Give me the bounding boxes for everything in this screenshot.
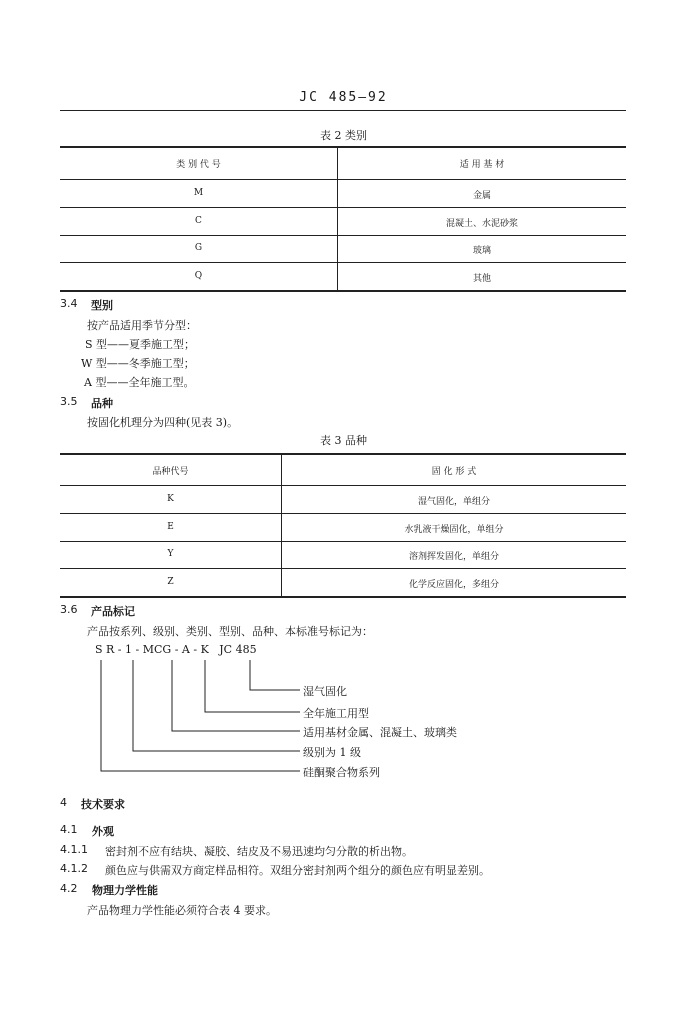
item-number: 4.1.2: [60, 862, 88, 875]
table-cell: E: [167, 522, 174, 532]
table2-header-code: 类 别 代 号: [176, 160, 221, 170]
section-title: 产品标记: [91, 605, 135, 618]
table-cell: Z: [167, 577, 174, 587]
marking-label: 级别为 1 级: [303, 746, 361, 759]
table2-caption: 表 2 类别: [320, 129, 367, 142]
marking-label: 适用基材金属、混凝土、玻璃类: [303, 726, 457, 739]
section-number: 4.1: [60, 823, 78, 836]
table3-caption: 表 3 品种: [320, 434, 367, 447]
text-line: 按固化机理分为四种(见表 3)。: [87, 416, 239, 429]
table-cell: G: [194, 243, 203, 253]
product-code: S R - 1 - MCG - A - K JC 485: [95, 643, 257, 656]
section-title: 品种: [91, 397, 113, 410]
section-number: 4: [60, 796, 67, 809]
table-cell: Y: [167, 549, 174, 559]
table2-header-material: 适 用 基 材: [459, 160, 505, 170]
table-cell: 其他: [472, 274, 491, 284]
section-title: 物理力学性能: [92, 884, 158, 897]
marking-label: 湿气固化: [303, 685, 347, 698]
table-cell: 玻璃: [472, 246, 491, 256]
section-number: 3.6: [60, 603, 78, 616]
text-line: 产品按系列、级别、类别、型别、品种、本标准号标记为：: [87, 625, 373, 638]
table-cell: 混凝土、水泥砂浆: [445, 219, 518, 229]
section-title: 型别: [91, 299, 113, 312]
text-line: 按产品适用季节分型：: [87, 319, 197, 332]
table-cell: 溶剂挥发固化，单组分: [408, 552, 499, 562]
marking-label: 硅酮聚合物系列: [303, 766, 380, 779]
table3-header-form: 固 化 形 式: [431, 467, 477, 477]
document-header: JC 485—92: [299, 90, 388, 105]
section-number: 3.5: [60, 395, 78, 408]
text-line: S 型——夏季施工型；: [85, 338, 196, 351]
table-cell: C: [195, 216, 202, 226]
text-line: W 型——冬季施工型；: [81, 357, 195, 370]
table-cell: 化学反应固化，多组分: [408, 580, 499, 590]
table-cell: 金属: [472, 191, 491, 201]
text-line: 颜色应与供需双方商定样品相符。双组分密封剂两个组分的颜色应有明显差别。: [105, 864, 490, 877]
text-line: A 型——全年施工型。: [84, 376, 195, 389]
table-cell: K: [167, 494, 174, 504]
text-line: 产品物理力学性能必须符合表 4 要求。: [87, 904, 277, 917]
section-number: 3.4: [60, 297, 78, 310]
item-number: 4.1.1: [60, 843, 88, 856]
table-cell: Q: [194, 271, 203, 281]
marking-label: 全年施工用型: [303, 707, 369, 720]
section-title: 外观: [92, 825, 114, 838]
table3-header-code: 品种代号: [152, 467, 189, 477]
text-line: 密封剂不应有结块、凝胶、结皮及不易迅速均匀分散的析出物。: [105, 845, 413, 858]
table-cell: 水乳液干燥固化，单组分: [404, 525, 504, 535]
section-number: 4.2: [60, 882, 78, 895]
table-cell: M: [193, 188, 204, 198]
table-cell: 湿气固化，单组分: [417, 497, 490, 507]
section-title: 技术要求: [81, 798, 125, 811]
